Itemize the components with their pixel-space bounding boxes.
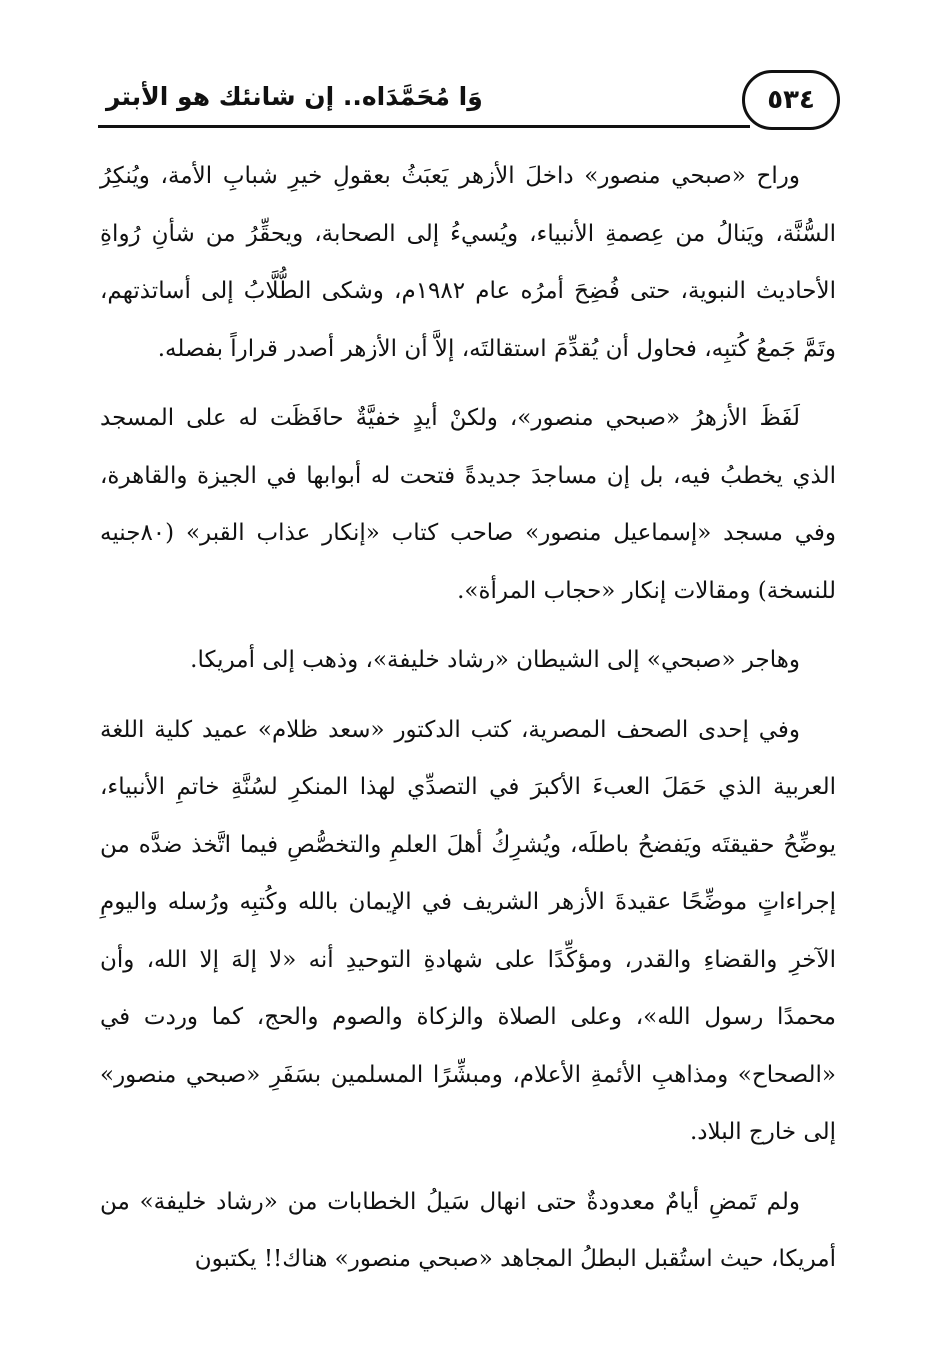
page-number-badge (742, 70, 840, 130)
page-header (98, 70, 840, 132)
header-rule (98, 125, 750, 128)
paragraph-4: وفي إحدى الصحف المصرية، كتب الدكتور «سعد ظلام» عميد كلية اللغة العربية الذي حَمَلَ العبءَ الأكبرَ في التصدِّي لهذا المنكرِ لسُنَّةِ خاتمِ الأنبياء، يوضِّحُ حقيقتَه ويَفضحُ باطلَه، ويُشرِكُ أهلَ العلمِ والتخصُّصِ فيما اتَّخذ ضدَّه من إجراءاتٍ موضِّحًا عقيدةَ الأزهر الشريف في الإيمان بالله وكُتبِه ورُسله واليومِ الآخرِ والقضاءِ والقدر، ومؤكِّدًا على شهادةِ التوحيدِ أنه «لا إلهَ إلا الله، وأن محمدًا رسول الله»، وعلى الصلاة والزكاة والصوم والحج، كما وردت في «الصحاح» ومذاهبِ الأئمةِ الأعلام، ومبشِّرًا المسلمين بسَفَرِ «صبحي منصور» إلى خارج البلاد. (100, 716, 836, 1145)
paragraph-2: لَفَظَ الأزهرُ «صبحي منصور»، ولكنْ أيدٍ خفيَّةٌ حافَظَت له على المسجد الذي يخطبُ فيه، بل إن مساجدَ جديدةً فتحت له أبوابها في الجيزة والقاهرة، وفي مسجد «إسماعيل منصور» صاحب كتاب «إنكار عذاب القبر» (٨٠جنيه للنسخة) ومقالات إنكار «حجاب المرأة». (100, 405, 836, 604)
running-title: وَا مُحَمَّدَاه.. إن شانئك هو الأبتر (106, 82, 483, 111)
page-number: ٥٣٤ (767, 85, 815, 115)
paragraph-1: وراح «صبحي منصور» داخلَ الأزهر يَعبَثُ بعقولِ خيرِ شبابِ الأمة، ويُنكِرُ السُّنَّة، ويَنالُ من عِصمةِ الأنبياء، ويُسيءُ إلى الصحابة، ويحقِّرُ من شأنِ رُواةِ الأحاديث النبوية، حتى فُضِحَ أمرُه عام ١٩٨٢م، وشكى الطُّلَّابُ إلى أساتذتهم، وتَمَّ جَمعُ كُتبِه، فحاول أن يُقدِّمَ استقالتَه، إلاَّ أن الأزهر أصدر قراراً بفصله. (100, 163, 836, 362)
paragraph-3: وهاجر «صبحي» إلى الشيطان «رشاد خليفة»، وذهب إلى أمريكا. (190, 647, 800, 673)
body-text (100, 148, 836, 1301)
paragraph-5: ولم تَمضِ أيامٌ معدودةٌ حتى انهال سَيلُ الخطابات من «رشاد خليفة» من أمريكا، حيث استُقبل البطلُ المجاهد «صبحي منصور» هناك!! يكتبون (100, 1188, 836, 1272)
